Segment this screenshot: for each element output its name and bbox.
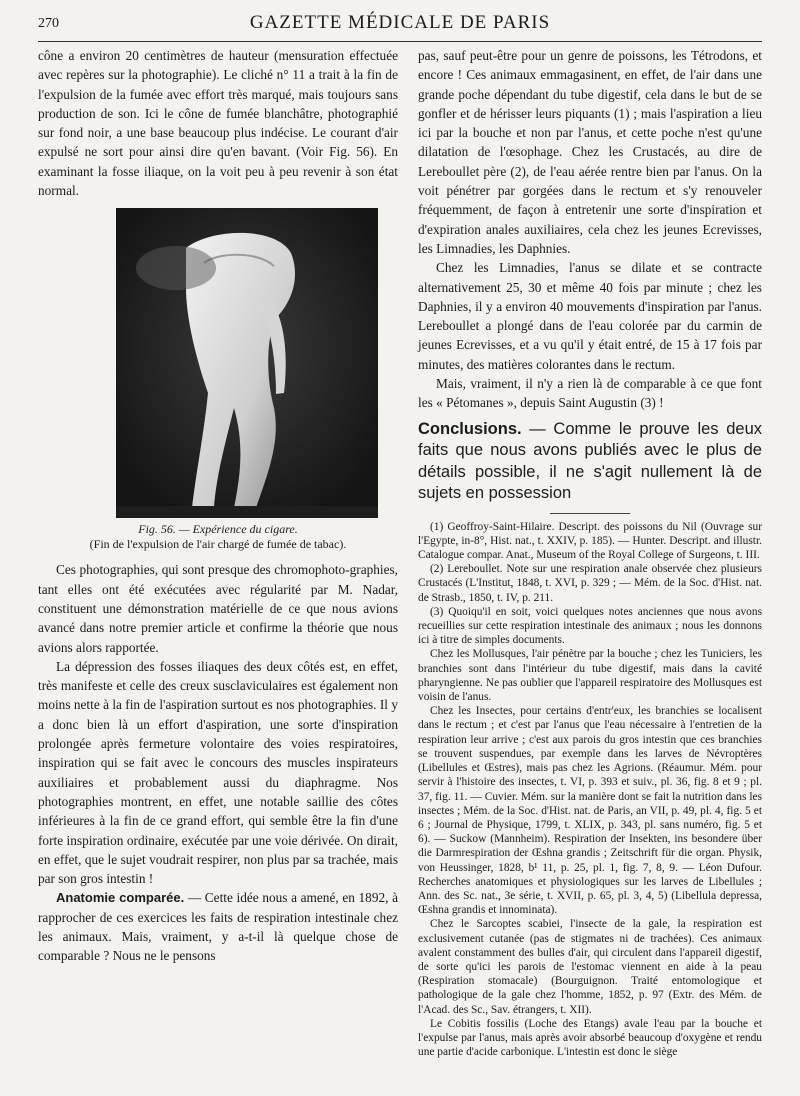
footnote: (2) Lereboullet. Note sur une respiration anale observée chez plusieurs Crustacés (L'Institut, 1848, t. XVI, p. 329 ; — Mém. de la Soc. d'Hist. nat. de Strasb., 1850, t. IV, p. 211. [418, 563, 762, 604]
header-rule [38, 41, 762, 42]
figure-caption-subtitle: (Fin de l'expulsion de l'air chargé de fumée de tabac). [89, 537, 347, 552]
page-number: 270 [38, 16, 59, 31]
photograph [116, 208, 378, 518]
paragraph: pas, sauf peut-être pour un genre de poissons, les Tétrodons, et encore ! Ces animaux emmagasinent, en effet, de l'air dans une grande poche dépendant du tube digestif, cela dans le but de se gonfler et de hérisser leurs piquants (1) ; mais l'aspiration a lieu ici par la bouche et non par l'anus, et cette poche n'est qu'une dilatation de l'œsophage. Chez les Crustacés, au dire de Lereboullet père (2), de l'eau aérée rentre bien par l'anus. On la voit pénétrer par gorgées dans le rectum et s'y renouveler fréquemment, de façon à entretenir une sorte d'inspiration et d'expiration anales auxiliaires, cela chez les jeunes Ecrevisses, les Limnadies, les Daphnies. [418, 48, 762, 256]
footnotes [418, 520, 762, 1060]
photograph-illustration [116, 208, 378, 518]
footnote: Le Cobitis fossilis (Loche des Etangs) avale l'eau par la bouche et l'expulse par l'anus, mais après avoir absorbé beaucoup d'oxygène et rendu une partie d'acide carbonique. L'intestin est donc le siège [418, 1017, 762, 1059]
paragraph: Chez les Limnadies, l'anus se dilate et se contracte alternativement 25, 30 et même 40 fois par minute ; chez les Daphnies, il y a environ 40 mouvements d'inspiration par l'anus. Lereboullet a plongé dans de l'eau colorée par du carmin de jeunes Ecrevisses, et a vu qu'il y était entré, de 15 à 17 fois par minutes, des matières colorantes dans le rectum. [418, 260, 762, 372]
page-header [0, 6, 800, 46]
figure-caption [38, 522, 398, 552]
conclusions-text: — Comme le prouve les deux faits que nous avons publiés avec le plus de détails possible, il ne s'agit nullement là de sujets en possession [418, 419, 762, 503]
paragraph: La dépression des fosses iliaques des deux côtés est, en effet, très manifeste et celle des creux susclaviculaires est également non moins nette à la fin de l'aspiration surtout es nos photographies. Il y a donc bien là un effort d'aspiration, une sorte d'inspiration prolongée après fermeture volontaire des voies respiratoires, inspiration qui se fait avec le concours des muscles inspirateurs auxiliaires et probablement aussi du diaphragme. Nos photographies montrent, en effet, une notable saillie des côtes inférieures à la fin de ce grand effort, qui semble être la fin d'une forte inspiration ordinaire, exécutée par une voie dérivée. On dirait, en effet, que le sujet voudrait respirer, non plus par sa trachée, mais par son gros intestin ! [38, 658, 398, 887]
section-text: — Cette idée nous a amené, en 1892, à rapprocher de ces exercices les faits de respiration intestinale chez les animaux. Mais, vraiment, y a-t-il là quelque chose de comparable ? Nous ne le pensons [38, 890, 398, 964]
footnote-divider [550, 513, 630, 514]
running-title: GAZETTE MÉDICALE DE PARIS [249, 12, 551, 33]
footnote: Chez les Mollusques, l'air pénètre par la bouche ; chez les Tuniciers, les branchies sont dans l'intérieur du tube digestif, mais dans la cavité pharyngienne. Ne pas oublier que l'appareil respiratoire des Mollusques est voisin de l'anus. [418, 648, 762, 704]
paragraph: Ces photographies, qui sont presque des chromophoto-graphies, tant elles ont été exécutées avec régularité par M. Nadar, constituent une démonstration matérielle de ce que nous avions avancé dans notre premier article et confirme la théorie que nous avions alors rapportée. [38, 562, 398, 655]
paragraph: cône a environ 20 centimètres de hauteur (mensuration effectuée avec repères sur la photographie). Le cliché n° 11 a trait à la fin de l'expulsion de la fumée avec effort très marqué, mais toujours sans production de son. Ici le cône de fumée blanchâtre, photographié sur fond noir, a une base beaucoup plus indécise. Le courant d'air expulsé ne sort pour ainsi dire qu'en bavant. (Voir Fig. 56). En examinant la fosse iliaque, on la voit peu à peu revenir à son état normal. [38, 48, 398, 199]
figure-caption-title: Fig. 56. — Expérience du cigare. [138, 522, 298, 537]
footnote: (3) Quoiqu'il en soit, voici quelques notes anciennes que nous avons recueillies sur cette respiration intestinale des animaux ; nous les donnons ici à titre de simples documents. [418, 605, 762, 647]
footnote: (1) Geoffroy-Saint-Hilaire. Descript. des poissons du Nil (Ouvrage sur l'Egypte, in-8°, Hist. nat., t. XXIV, p. 185). — Hunter. Descript. and illustr. Catalogue compar. Anat., Museum of the Royal College of Surgeons, t. III. [418, 520, 762, 562]
figure-56 [38, 208, 398, 518]
section-title: Anatomie comparée. [56, 890, 185, 906]
conclusions-paragraph [418, 419, 762, 505]
conclusions-title: Conclusions. [418, 419, 522, 438]
footnote: Chez le Sarcoptes scabiei, l'insecte de la gale, la respiration est exclusivement cutanée (pas de stigmates ni de trachées). Ces animaux avalent constamment des bulles d'air, qui circulent dans l'appareil digestif, de sorte qu'ici les parois de l'estomac viennent en aide à la peau (Respiration stomacale) (Bourguignon. Traité entomologique et pathologique de la gale chez l'homme, 1852, p. 97 (Extr. des Mém. de l'Acad. des Sc., Sav. étrangers, t. XII). [418, 918, 762, 1016]
footnote: Chez les Insectes, pour certains d'entr'eux, les branchies se localisent dans le rectum ; et c'est par l'anus que l'eau nécessaire à l'entretien de la respiration leur arrive ; c'est aux parois du gros intestin que ces branchies se trouvent suspendues, par exemple dans les larves de Névroptères (Libellules et Œstres), mais pas chez les Agrions. (Réaumur. Mém. pour servir à l'histoire des insectes, t. VI, p. 393 et suiv., pl. 36, fig. 8 et 9 ; pl. 37, fig. 11. — Cuvier. Mém. sur la manière dont se fait la nutrition dans les insectes ; Mém. de la Soc. d'Hist. nat. de Paris, an VII, p. 49, pl. 4, fig. 5 et 6 ; Journal de Physique, 1799, t. XLIX, p. 343, pl. sans numéro, fig. 5 et 6). — Suckow (Mannheim). Respiration der Insekten, ins besondere über die Darmrespiration der Œshna grandis ; Zeitschrift für die organ. Physik, von Heussinger, 1828, b¹ 11, p. 25, pl. 1, fig. 7, 8, 9. — Léon Dufour. Recherches anatomiques et physiologiques sur les larves de Libellules ; Ann. des Sc. nat., 3e série, t. XVII, p. 65, pl. 3, 4, 5) (Libellula depressa, Œshna grandis et innominata). [418, 705, 762, 917]
right-column [418, 46, 762, 1059]
paragraph: Mais, vraiment, il n'y a rien là de comparable à ce que font les « Pétomanes », depuis Saint Augustin (3) ! [418, 376, 762, 411]
paragraph-section [38, 888, 398, 965]
left-column [38, 46, 398, 966]
